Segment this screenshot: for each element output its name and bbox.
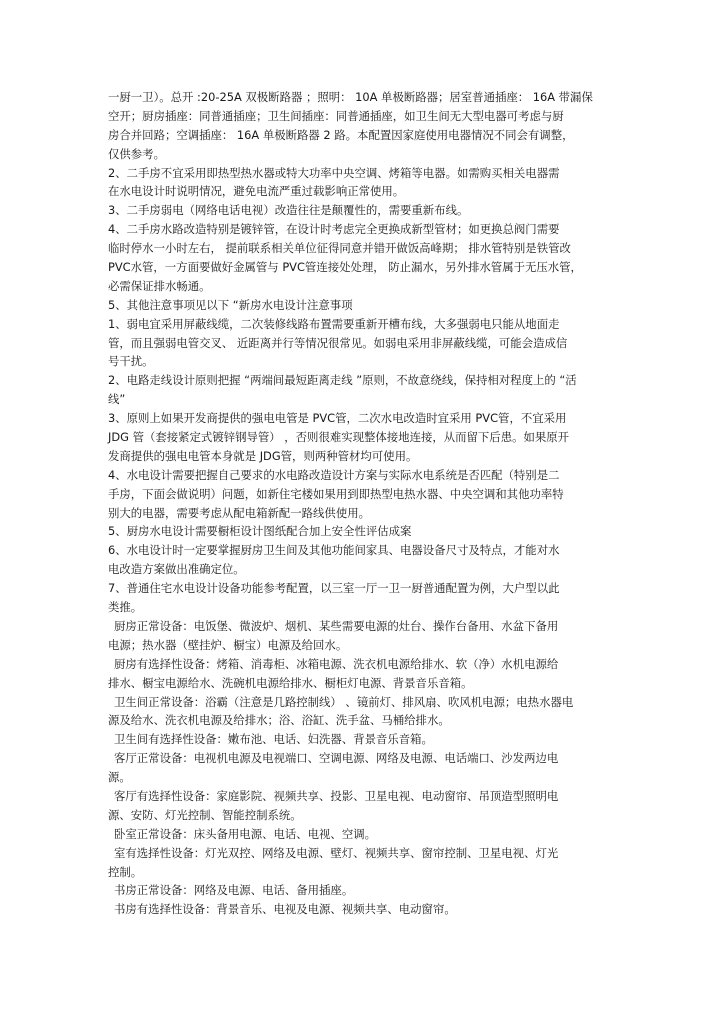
text-line: 号干扰。 — [108, 354, 154, 369]
text-line: 线” — [108, 392, 126, 407]
text-line: 必需保证排水畅通。 — [108, 278, 211, 293]
text-line: 源。 — [108, 770, 131, 785]
text-line: 厨房正常设备：电饭堡、微波炉、烟机、某些需要电源的灶台、操作台备用、水盆下备用 — [114, 618, 559, 633]
text-line: 6、水电设计时一定要掌握厨房卫生间及其他功能间家具、电器设备尺寸及特点，才能对水 — [108, 543, 560, 558]
text-line: 3、二手房弱电（网络电话电视）改造往往是颠覆性的，需要重新布线。 — [108, 203, 469, 218]
text-line: 2、二手房不宜采用即热型热水器或特大功率中央空调、烤箱等电器。如需购买相关电器需 — [108, 165, 560, 180]
text-line: 别大的电器，需要考虑从配电箱新配一路线供使用。 — [108, 505, 370, 520]
text-line: 5、其他注意事项见以下 “新房水电设计注意事项 — [108, 297, 353, 312]
text-line: 4、水电设计需要把握自己要求的水电路改造设计方案与实际水电系统是否匹配（特别是二 — [108, 467, 560, 482]
text-line: 源及给水、洗衣机电源及给排水；浴、浴缸、洗手盆、马桶给排水。 — [108, 713, 450, 728]
text-line: 发商提供的强电电管本身就是 JDG管，则两种管材均可使用。 — [108, 448, 418, 463]
text-line: 手房，下面会做说明）问题，如新住宅楼如果用到即热型电热水器、中央空调和其他功率特 — [108, 486, 564, 501]
text-line: 电改造方案做出准确定位。 — [108, 562, 245, 577]
text-line: 类推。 — [108, 600, 143, 615]
text-line: 客厅有选择性设备：家庭影院、视频共享、投影、卫星电视、电动窗帘、吊顶造型照明电 — [114, 788, 559, 803]
text-line: 一厨一卫）。总开 :20-25A 双极断路器 ；照明： 10A 单极断路器；居室普通插座： 16A 带漏保 — [108, 90, 593, 104]
text-line: 7、普通住宅水电设计设备功能参考配置，以三室一厅一卫一厨普通配置为例，大户型以此 — [108, 581, 560, 596]
text-line: PVC水管，一方面要做好金属管与 PVC管连接处处理， 防止漏水，另外排水管属于无压水管， — [108, 260, 582, 275]
text-line: 4、二手房水路改造特别是镀锌管，在设计时考虑完全更换成新型管材；如更换总阀门需要 — [108, 222, 560, 237]
text-line: 1、弱电宜采用屏蔽线缆，二次装修线路布置需要重新开槽布线，大多强弱电只能从地面走 — [108, 316, 560, 331]
text-line: 卫生间正常设备：浴霸（注意是几路控制线） 、镜前灯、排风扇、吹风机电源；电热水器电 — [114, 694, 574, 709]
text-line: 仅供参考。 — [108, 146, 165, 161]
text-line: 源、安防、灯光控制、智能控制系统。 — [108, 807, 302, 822]
text-line: 电源；热水器（壁挂炉、橱宝）电源及给回水。 — [108, 637, 348, 652]
text-line: 房合并回路；空调插座： 16A 单极断路器 2 路。本配置因家庭使用电器情况不同会有调整， — [108, 127, 574, 142]
text-line: 书房有选择性设备：背景音乐、电视及电源、视频共享、电动窗帘。 — [114, 902, 456, 917]
text-line: 5、厨房水电设计需要橱柜设计图纸配合加上安全性评估成案 — [108, 524, 412, 539]
text-line: 在水电设计时说明情况，避免电流严重过载影响正常使用。 — [108, 184, 405, 199]
text-line: 空开；厨房插座：同普通插座；卫生间插座：同普通插座，如卫生间无大型电器可考虑与厨 — [108, 108, 564, 123]
text-line: 控制。 — [108, 864, 143, 879]
text-line: 室有选择性设备：灯光双控、网络及电源、壁灯、视频共享、窗帘控制、卫星电视、灯光 — [114, 845, 559, 860]
text-line: JDG 管（套接紧定式镀锌钢导管） ，否则很难实现整体接地连接，从而留下后患。如果原开 — [108, 430, 570, 445]
text-line: 3、原则上如果开发商提供的强电电管是 PVC管，二次水电改造时宜采用 PVC管，不宜采用 — [108, 411, 567, 426]
text-line: 卫生间有选择性设备：嫩布池、电话、妇洗器、背景音乐音箱。 — [114, 732, 433, 747]
text-line: 厨房有选择性设备：烤箱、消毒柜、冰箱电源、洗衣机电源给排水、软（净）水机电源给 — [114, 656, 559, 671]
text-line: 临时停水一小时左右， 提前联系相关单位征得同意并错开做饭高峰期； 排水管特别是铁管改 — [108, 241, 571, 256]
text-line: 卧室正常设备：床头备用电源、电话、电视、空调。 — [114, 826, 376, 841]
text-line: 书房正常设备：网络及电源、电话、备用插座。 — [114, 883, 354, 898]
text-line: 客厅正常设备：电视机电源及电视端口、空调电源、网络及电源、电话端口、沙发两边电 — [114, 751, 559, 766]
text-line: 2、电路走线设计原则把握 “两端间最短距离走线 ”原则，不故意绕线，保持相对程度上的 “活 — [108, 373, 577, 388]
document-page — [108, 88, 628, 919]
text-line: 排水、橱宝电源给水、洗碗机电源给排水、橱柜灯电源、背景音乐音箱。 — [108, 675, 473, 690]
text-line: 管，而且强弱电管交叉、 近距离并行等情况很常见。如弱电采用非屏蔽线缆，可能会造成信 — [108, 335, 568, 350]
